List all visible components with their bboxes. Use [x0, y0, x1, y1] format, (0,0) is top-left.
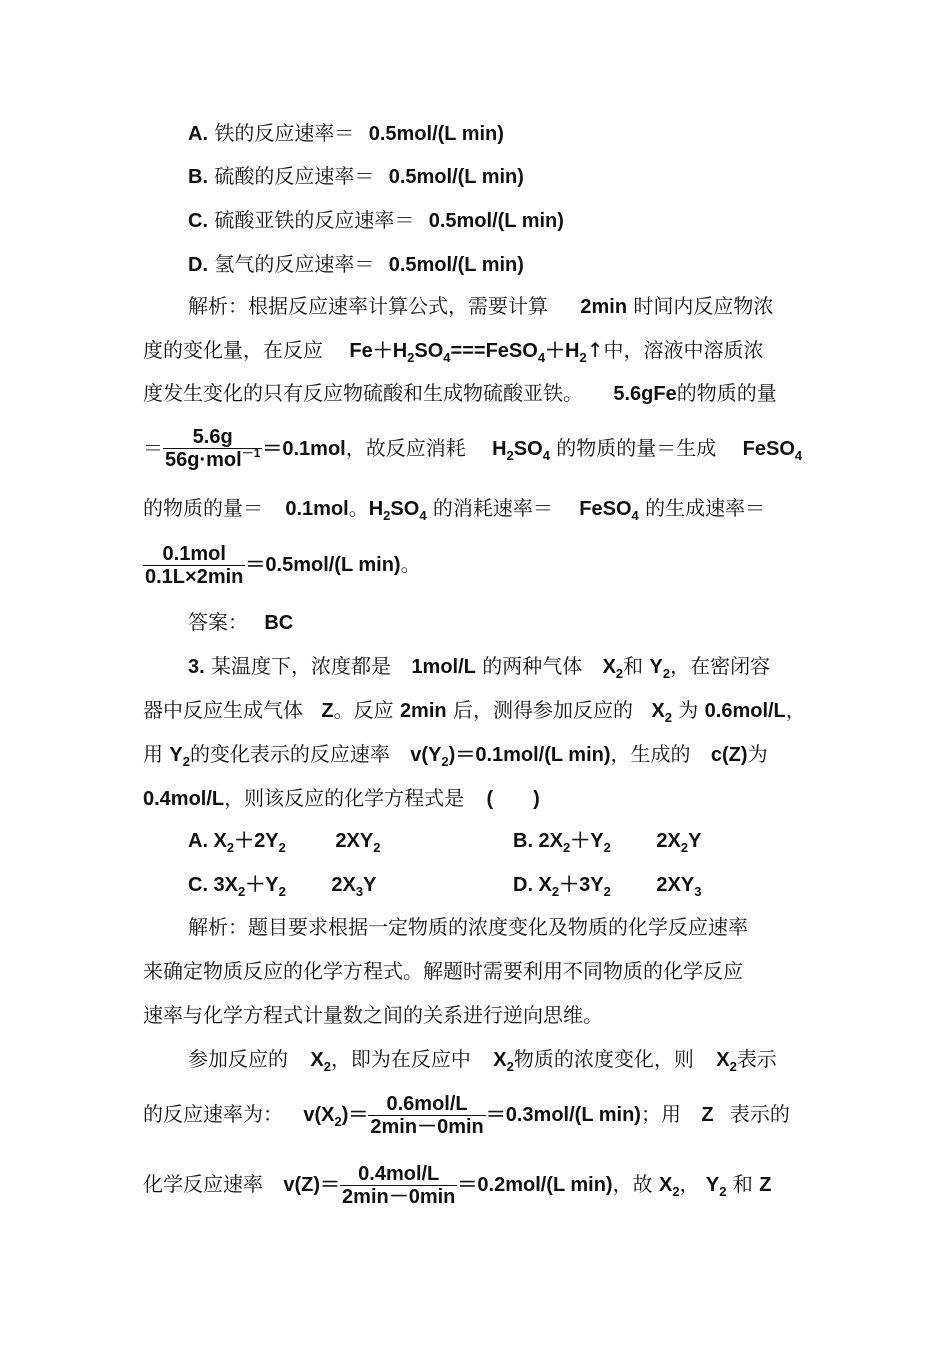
text: c(Z) — [710, 744, 748, 766]
analysis-line: 来确定物质反应的化学方程式。解题时需要利用不同物质的化学反应 — [143, 959, 743, 983]
subscript: 2 — [662, 666, 671, 681]
denominator: 2min－0min — [370, 1116, 484, 1138]
rate-expression — [410, 744, 611, 769]
text: D. X — [513, 874, 552, 896]
text: ＝0.3mol/(L min) — [485, 1104, 641, 1126]
analysis-line: 速率与化学方程式计量数之间的关系进行逆向思维。 — [143, 1003, 603, 1027]
text: )＝0.1mol/(L min) — [448, 744, 611, 766]
question-line — [143, 698, 806, 725]
text: 5.6gFe — [613, 383, 677, 405]
numerator: 0.1mol — [143, 543, 245, 566]
text: 2XY — [656, 874, 695, 896]
text: ＋H — [545, 340, 580, 362]
option-label: B. — [188, 166, 208, 188]
formula — [716, 1049, 737, 1074]
text: FeSO — [742, 438, 795, 460]
text: 56g·mol — [165, 449, 242, 471]
text: 表示的 — [729, 1102, 790, 1126]
option-value: 0.5mol/(L min) — [388, 166, 524, 188]
option-value: 0.5mol/(L min) — [368, 123, 504, 145]
text: 的生成速率＝ — [645, 496, 766, 520]
subscript: 2 — [729, 1059, 737, 1074]
option-d — [513, 873, 701, 899]
option-text: 硫酸亚铁的反应速率＝ — [214, 208, 415, 232]
text: H — [368, 498, 384, 520]
text: 化学反应速率 — [143, 1172, 263, 1196]
text: Y — [169, 744, 183, 766]
denominator — [163, 446, 262, 473]
analysis-line — [143, 424, 802, 475]
text: X — [658, 1174, 673, 1196]
analysis-line — [143, 496, 765, 523]
text: 。反应 — [333, 698, 394, 722]
subscript: 2 — [603, 884, 611, 899]
text: SO — [390, 498, 420, 520]
formula — [651, 700, 672, 725]
text: 时间内反应物浓 — [633, 294, 774, 318]
text: v(Z)＝ — [283, 1174, 341, 1196]
subscript: 4 — [631, 508, 639, 523]
text: 的消耗速率＝ — [432, 496, 553, 520]
text: 的两种气体 — [482, 654, 583, 678]
formula — [368, 498, 427, 523]
question-line — [143, 742, 768, 769]
text: X — [310, 1049, 324, 1071]
text: ， — [679, 1172, 700, 1196]
fraction — [340, 1163, 457, 1208]
answer-line — [188, 610, 293, 635]
product — [656, 830, 702, 855]
text: ，即为在反应中 — [330, 1047, 471, 1071]
option-label: A. — [188, 123, 208, 145]
subscript: 4 — [537, 350, 546, 365]
text: X — [651, 700, 665, 722]
subscript: 2 — [506, 1059, 514, 1074]
text: 物质的浓度变化，则 — [513, 1047, 694, 1071]
subscript: 2 — [278, 884, 286, 899]
text: 0.1mol — [285, 498, 349, 520]
formula — [492, 438, 550, 463]
text: ， — [785, 698, 806, 722]
text: v(Y — [410, 744, 442, 766]
text: C. 3X — [188, 874, 239, 896]
text: 的物质的量＝ — [143, 496, 263, 520]
text: X — [493, 1049, 507, 1071]
subscript: 2 — [238, 884, 246, 899]
text: FeSO — [579, 498, 632, 520]
text: 表示 — [736, 1047, 777, 1071]
text: Y — [363, 874, 377, 896]
analysis-line — [188, 1047, 777, 1074]
option-b — [188, 164, 524, 189]
text: 2min — [580, 296, 628, 318]
formula — [579, 498, 639, 523]
text: ＋Y — [245, 874, 279, 896]
text: 1mol/L — [411, 656, 476, 678]
formula — [310, 1049, 331, 1074]
text: ＋Y — [570, 830, 604, 852]
text: ，故反应消耗 — [345, 436, 466, 460]
subscript: 2 — [323, 1059, 331, 1074]
text: X — [602, 656, 616, 678]
question-line — [188, 654, 770, 681]
option-c — [188, 873, 376, 899]
text: 为 — [747, 742, 768, 766]
text: Y — [649, 656, 663, 678]
text: 0.6mol/L — [704, 700, 786, 722]
product — [331, 874, 377, 899]
option-text: 硫酸的反应速率＝ — [214, 164, 375, 188]
subscript: 2 — [441, 754, 449, 769]
denominator: 0.1L×2min — [145, 566, 244, 588]
text: 2XY — [335, 830, 374, 852]
subscript: 2 — [278, 840, 286, 855]
subscript: 3 — [694, 884, 702, 899]
text: A. X — [188, 830, 227, 852]
text: 和 — [732, 1172, 753, 1196]
text: 器中反应生成气体 — [143, 698, 303, 722]
subscript: 2 — [506, 448, 514, 463]
option-text: 氢气的反应速率＝ — [214, 252, 375, 276]
formula — [705, 1174, 727, 1199]
subscript: 2 — [226, 840, 235, 855]
answer-label: 答案： — [188, 610, 248, 634]
text: H — [492, 438, 507, 460]
text: 和 — [623, 654, 644, 678]
text: 的反应速率为： — [143, 1102, 283, 1126]
formula — [602, 656, 624, 681]
text: ＋2Y — [234, 830, 279, 852]
text: 的变化表示的反应速率 — [189, 742, 390, 766]
fraction — [163, 426, 262, 473]
numerator: 5.6g — [163, 426, 262, 449]
text: ＋3Y — [559, 874, 604, 896]
text: Z — [701, 1104, 714, 1126]
product — [656, 874, 702, 899]
text: 。 — [400, 552, 421, 576]
answer-blank: ( ) — [486, 788, 540, 810]
text: SO — [513, 438, 543, 460]
question-line — [143, 786, 540, 811]
text: ，故 — [612, 1172, 653, 1196]
rate-expression — [303, 1104, 369, 1129]
text: Z — [321, 700, 334, 722]
text: v(X — [303, 1104, 335, 1126]
text: 2min — [399, 700, 447, 722]
text: Fe＋H — [349, 340, 408, 362]
answer-value: BC — [264, 612, 294, 634]
numerator: 0.6mol/L — [368, 1093, 485, 1116]
option-d — [188, 252, 524, 277]
text: 的物质的量 — [676, 381, 777, 405]
text: 度的变化量，在反应 — [143, 338, 323, 362]
formula — [649, 656, 671, 681]
text: 为 — [678, 698, 699, 722]
text: SO — [414, 340, 444, 362]
subscript: 2 — [615, 666, 624, 681]
text: X — [716, 1049, 730, 1071]
text: ↑中，溶液中溶质浓 — [586, 338, 764, 362]
subscript: 2 — [407, 350, 415, 365]
text: ===FeSO — [450, 340, 538, 362]
subscript: 2 — [551, 884, 560, 899]
text: 度发生变化的只有反应物硫酸和生成物硫酸亚铁。 — [143, 381, 583, 405]
option-label: D. — [188, 254, 208, 276]
text: 的物质的量＝生成 — [556, 436, 717, 460]
option-text: 铁的反应速率＝ — [214, 121, 355, 145]
option-value: 0.5mol/(L min) — [428, 210, 564, 232]
text: 参加反应的 — [188, 1047, 288, 1071]
subscript: 4 — [542, 448, 550, 463]
denominator: 2min－0min — [342, 1186, 456, 1208]
subscript: 2 — [603, 840, 611, 855]
text: 。 — [348, 496, 369, 520]
subscript: 2 — [334, 1114, 342, 1129]
analysis-line — [143, 381, 777, 406]
text: Y — [688, 830, 702, 852]
text: ，生成的 — [610, 742, 691, 766]
text: 用 — [143, 742, 163, 766]
analysis-line — [188, 294, 773, 319]
text: )＝ — [341, 1104, 369, 1126]
subscript: 4 — [443, 350, 451, 365]
analysis-line — [143, 540, 421, 589]
text: ＝0.5mol/(L min) — [245, 554, 401, 576]
text: Y — [705, 1174, 720, 1196]
text: 某温度下，浓度都是 — [211, 654, 392, 678]
subscript: 2 — [680, 840, 689, 855]
option-b — [513, 829, 701, 855]
subscript: 2 — [664, 710, 672, 725]
superscript: －1 — [241, 446, 261, 460]
text: ，在密闭容 — [670, 654, 771, 678]
analysis-line — [143, 1160, 771, 1211]
text: 后，测得参加反应的 — [452, 698, 633, 722]
subscript: 4 — [419, 508, 427, 523]
fraction — [368, 1093, 485, 1138]
text: ，则该反应的化学方程式是 — [224, 786, 465, 810]
text: ＝0.2mol/(L min) — [457, 1174, 613, 1196]
option-a — [188, 829, 380, 855]
option-value: 0.5mol/(L min) — [388, 254, 524, 276]
text: B. 2X — [513, 830, 564, 852]
question-number: 3. — [188, 656, 205, 678]
text: 0.4mol/L — [143, 788, 225, 810]
subscript: 4 — [794, 448, 803, 463]
subscript: 2 — [719, 1184, 727, 1199]
subscript: 3 — [355, 884, 364, 899]
text: ；用 — [640, 1102, 681, 1126]
option-c — [188, 208, 564, 233]
text: 解析：根据反应速率计算公式，需要计算 — [188, 294, 548, 318]
formula — [742, 438, 803, 463]
subscript: 2 — [182, 754, 190, 769]
text: ＝0.1mol — [262, 438, 346, 460]
numerator: 0.4mol/L — [340, 1163, 457, 1186]
formula — [493, 1049, 514, 1074]
subscript: 2 — [579, 350, 587, 365]
text: 2X — [331, 874, 356, 896]
analysis-line — [143, 338, 764, 365]
text: ＝ — [143, 436, 163, 460]
product — [335, 830, 381, 855]
text: Z — [759, 1174, 772, 1196]
option-a — [188, 121, 504, 146]
option-label: C. — [188, 210, 208, 232]
analysis-line: 解析：题目要求根据一定物质的浓度变化及物质的化学反应速率 — [188, 915, 748, 939]
equation — [349, 340, 587, 365]
fraction — [143, 543, 245, 588]
analysis-line — [143, 1090, 790, 1141]
text: 2X — [656, 830, 681, 852]
formula — [169, 744, 190, 769]
subscript: 2 — [383, 508, 391, 523]
formula — [658, 1174, 680, 1199]
subscript: 2 — [672, 1184, 680, 1199]
subscript: 2 — [563, 840, 571, 855]
subscript: 2 — [373, 840, 381, 855]
